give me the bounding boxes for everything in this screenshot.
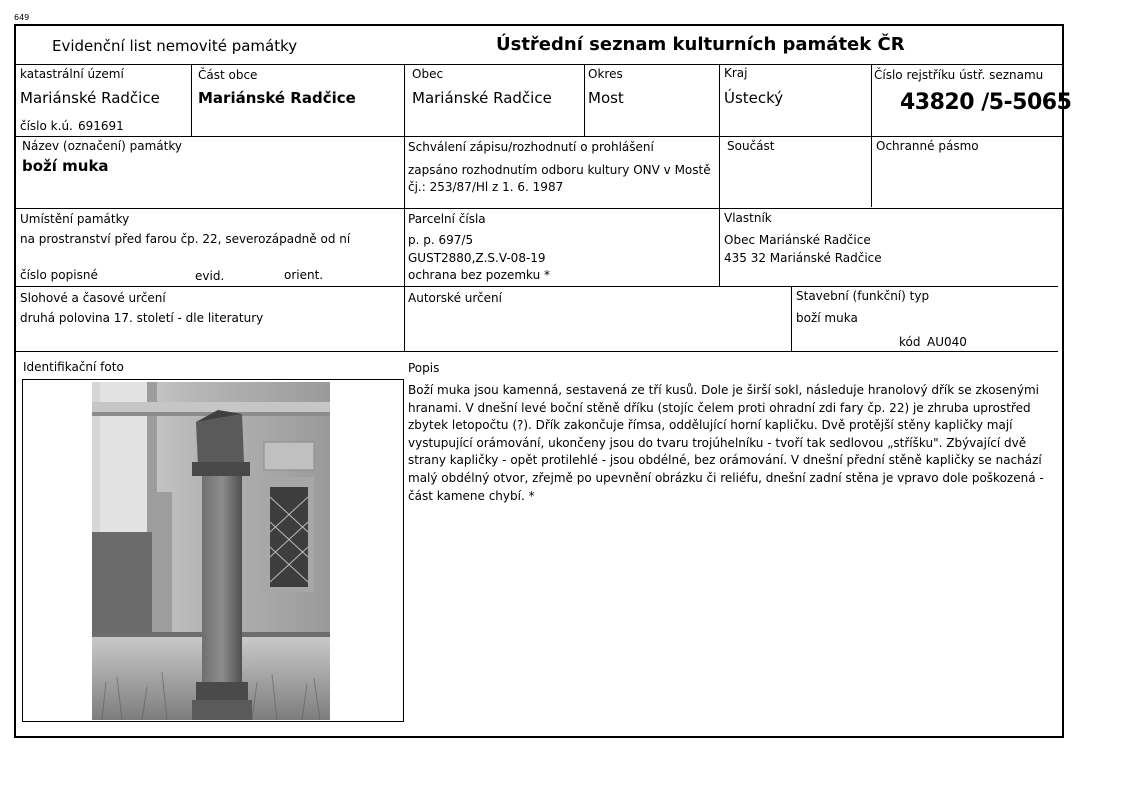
vlastnik-line2: 435 32 Mariánské Radčice: [724, 251, 882, 265]
umisteni-value: na prostranství před farou čp. 22, severozápadně od ní: [20, 232, 351, 246]
row-divider: [14, 286, 1058, 287]
cislo-ku-value: 691691: [78, 119, 124, 133]
parcelni-label: Parcelní čísla: [408, 212, 486, 226]
col-divider: [584, 64, 585, 136]
col-divider: [404, 64, 405, 351]
foto-label: Identifikační foto: [23, 360, 124, 374]
col-divider: [791, 286, 792, 351]
slohove-value: druhá polovina 17. století - dle literatury: [20, 311, 264, 325]
cislo-rejstriku-label: Číslo rejstříku ústř. seznamu: [874, 68, 1044, 82]
row-divider: [14, 351, 1058, 352]
page-number: 649: [14, 13, 30, 22]
row-divider: [14, 208, 1062, 209]
kod-value: AU040: [927, 335, 967, 349]
parcelni-line2: GUST2880,Z.S.V-08-19: [408, 251, 546, 265]
form-title: Evidenční list nemovité památky: [52, 37, 298, 55]
popis-text: Boží muka jsou kamenná, sestavená ze tří kusů. Dole je širší sokl, následuje hranolový dřík se zkosenými hranami. V dnešní levé boční stěně dříku (stojíc čelem proti ohradní zdi fary čp. 22) je zhruba uprostřed zbytek letopočtu (?). Dřík zakončuje římsa, oddělující horní kapličku. Dvě protější stěny kapličky mají vystupující orámování, ukončeny jsou do tvaru trojúhelníku - tvoří tak sedlovou „stříšku". Zbývající dvě strany kapličky - opět protilehlé - jsou obdélné, bez orámování. V dnešní přední stěně kapličky se nachází malý obdélný otvor, zřejmě po upevnění obrázku či reliéfu, dnešní zadní stěna je vpravo dole poškozená - část kamene chybí. *: [408, 383, 1044, 503]
parcelni-line1: p. p. 697/5: [408, 233, 474, 247]
nazev-label: Název (označení) památky: [22, 139, 182, 153]
obec-value: Mariánské Radčice: [412, 89, 552, 107]
kraj-value: Ústecký: [724, 89, 784, 107]
vlastnik-line1: Obec Mariánské Radčice: [724, 233, 871, 247]
autorske-label: Autorské určení: [408, 291, 502, 305]
orient-label: orient.: [284, 268, 324, 282]
parcelni-line3: ochrana bez pozemku *: [408, 268, 551, 282]
col-divider: [871, 64, 872, 207]
vlastnik-label: Vlastník: [724, 211, 772, 225]
slohove-label: Slohové a časové určení: [20, 291, 166, 305]
schvaleni-line1: zapsáno rozhodnutím odboru kultury ONV v Mostě: [408, 163, 711, 177]
evid-label: evid.: [195, 269, 225, 283]
obec-label: Obec: [412, 67, 444, 81]
kraj-label: Kraj: [724, 66, 748, 80]
katastralni-uzemi-label: katastrální území: [20, 67, 124, 81]
cislo-rejstriku-value: 43820 /5-5065: [900, 90, 1072, 115]
cast-obce-value: Mariánské Radčice: [198, 89, 356, 107]
row-divider: [14, 64, 1062, 65]
ochranne-pasmo-label: Ochranné pásmo: [876, 139, 979, 153]
cislo-ku-label: číslo k.ú.: [20, 119, 73, 133]
popis-label: Popis: [408, 361, 440, 375]
cast-obce-label: Část obce: [198, 68, 258, 82]
col-divider: [191, 64, 192, 136]
katastralni-uzemi-value: Mariánské Radčice: [20, 89, 160, 107]
register-title: Ústřední seznam kulturních památek ČR: [496, 34, 905, 55]
monument-photo: [92, 382, 330, 720]
umisteni-label: Umístění památky: [20, 212, 130, 226]
okres-label: Okres: [588, 67, 623, 81]
kod-label: kód: [899, 335, 921, 349]
soucast-label: Součást: [727, 139, 775, 153]
schvaleni-line2: čj.: 253/87/Hl z 1. 6. 1987: [408, 180, 564, 194]
okres-value: Most: [588, 89, 624, 107]
stavebni-typ-value: boží muka: [796, 311, 858, 325]
nazev-value: boží muka: [22, 157, 109, 175]
col-divider: [719, 64, 720, 286]
cislo-popisne-label: číslo popisné: [20, 268, 98, 282]
schvaleni-label: Schválení zápisu/rozhodnutí o prohlášení: [408, 140, 654, 154]
stavebni-typ-label: Stavební (funkční) typ: [796, 289, 930, 303]
row-divider: [14, 136, 1062, 137]
